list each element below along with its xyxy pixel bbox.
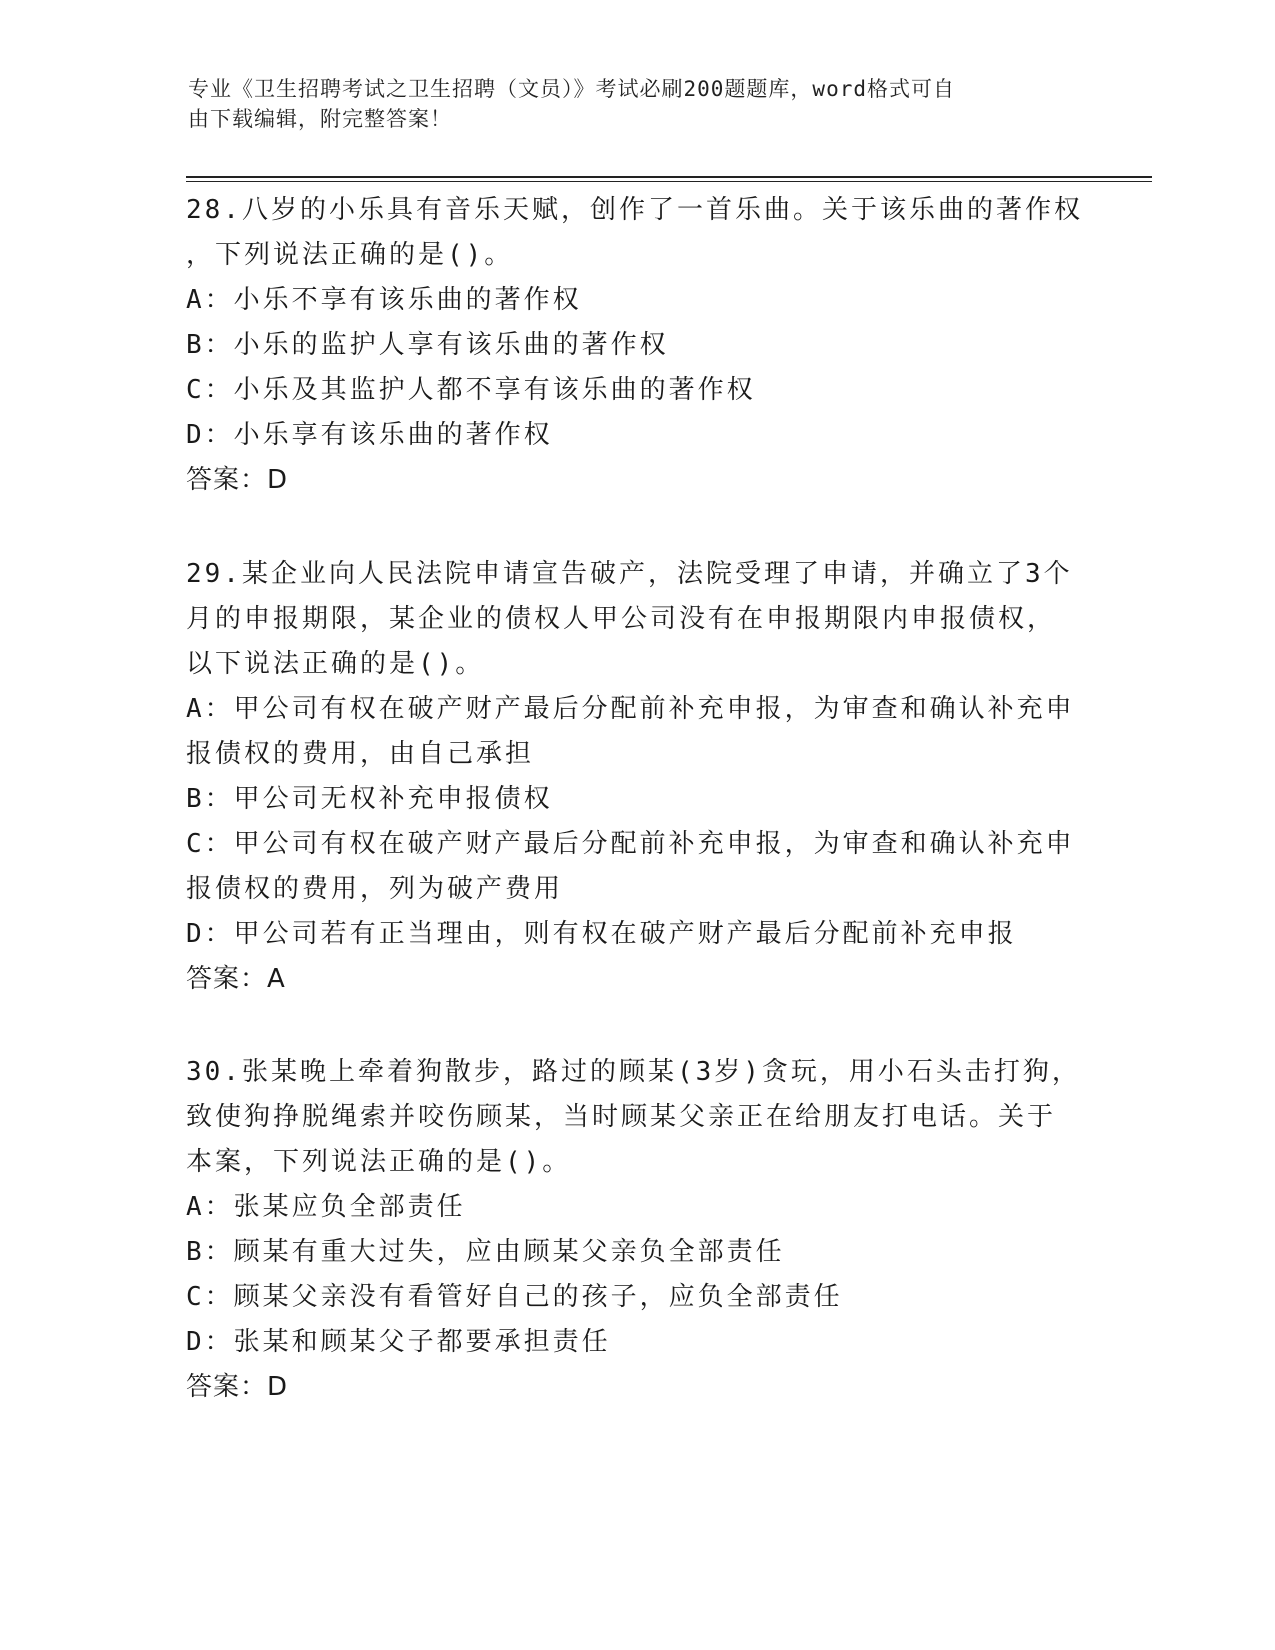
option-d: D：甲公司若有正当理由，则有权在破产财产最后分配前补充申报 [186,919,1017,949]
option-a: A：张某应负全部责任 [186,1192,466,1222]
question-30 [186,1050,1086,1410]
question-stem-line: 致使狗挣脱绳索并咬伤顾某，当时顾某父亲正在给朋友打电话。关于 [186,1102,1057,1132]
header-divider-thick [186,176,1152,178]
option-c: C：顾某父亲没有看管好自己的孩子，应负全部责任 [186,1282,843,1312]
option-c: C：小乐及其监护人都不享有该乐曲的著作权 [186,375,756,405]
option-a: A：甲公司有权在破产财产最后分配前补充申报，为审查和确认补充申报债权的费用，由自己承担 [186,694,1075,769]
answer: 答案：D [186,1372,289,1402]
question-stem-line: 本案，下列说法正确的是()。 [186,1147,572,1177]
question-stem-line: ，下列说法正确的是()。 [186,240,514,270]
option-d: D：张某和顾某父子都要承担责任 [186,1327,611,1357]
question-stem-line: 28.八岁的小乐具有音乐天赋，创作了一首乐曲。关于该乐曲的著作权 [186,195,1083,225]
header-line-1: 专业《卫生招聘考试之卫生招聘（文员）》考试必刷200题题库，word格式可自 [188,77,955,101]
question-stem-line: 月的申报期限，某企业的债权人甲公司没有在申报期限内申报债权， [186,604,1057,634]
question-stem-line: 30.张某晚上牵着狗散步，路过的顾某(3岁)贪玩，用小石头击打狗， [186,1057,1081,1087]
option-b: B：甲公司无权补充申报债权 [186,784,553,814]
option-d: D：小乐享有该乐曲的著作权 [186,420,553,450]
answer: 答案：D [186,465,289,495]
option-b: B：小乐的监护人享有该乐曲的著作权 [186,330,669,360]
question-stem-line: 29.某企业向人民法院申请宣告破产，法院受理了申请，并确立了3个 [186,559,1073,589]
answer: 答案：A [186,964,286,994]
option-a: A：小乐不享有该乐曲的著作权 [186,285,582,315]
question-stem-line: 以下说法正确的是()。 [186,649,485,679]
question-28 [186,188,1086,503]
option-b: B：顾某有重大过失，应由顾某父亲负全部责任 [186,1237,785,1267]
header-divider-thin [186,181,1152,182]
document-header [188,74,1068,134]
question-29 [186,552,1086,1002]
option-c: C：甲公司有权在破产财产最后分配前补充申报，为审查和确认补充申报债权的费用，列为破产费用 [186,829,1075,904]
header-line-2: 由下载编辑，附完整答案！ [188,107,452,131]
